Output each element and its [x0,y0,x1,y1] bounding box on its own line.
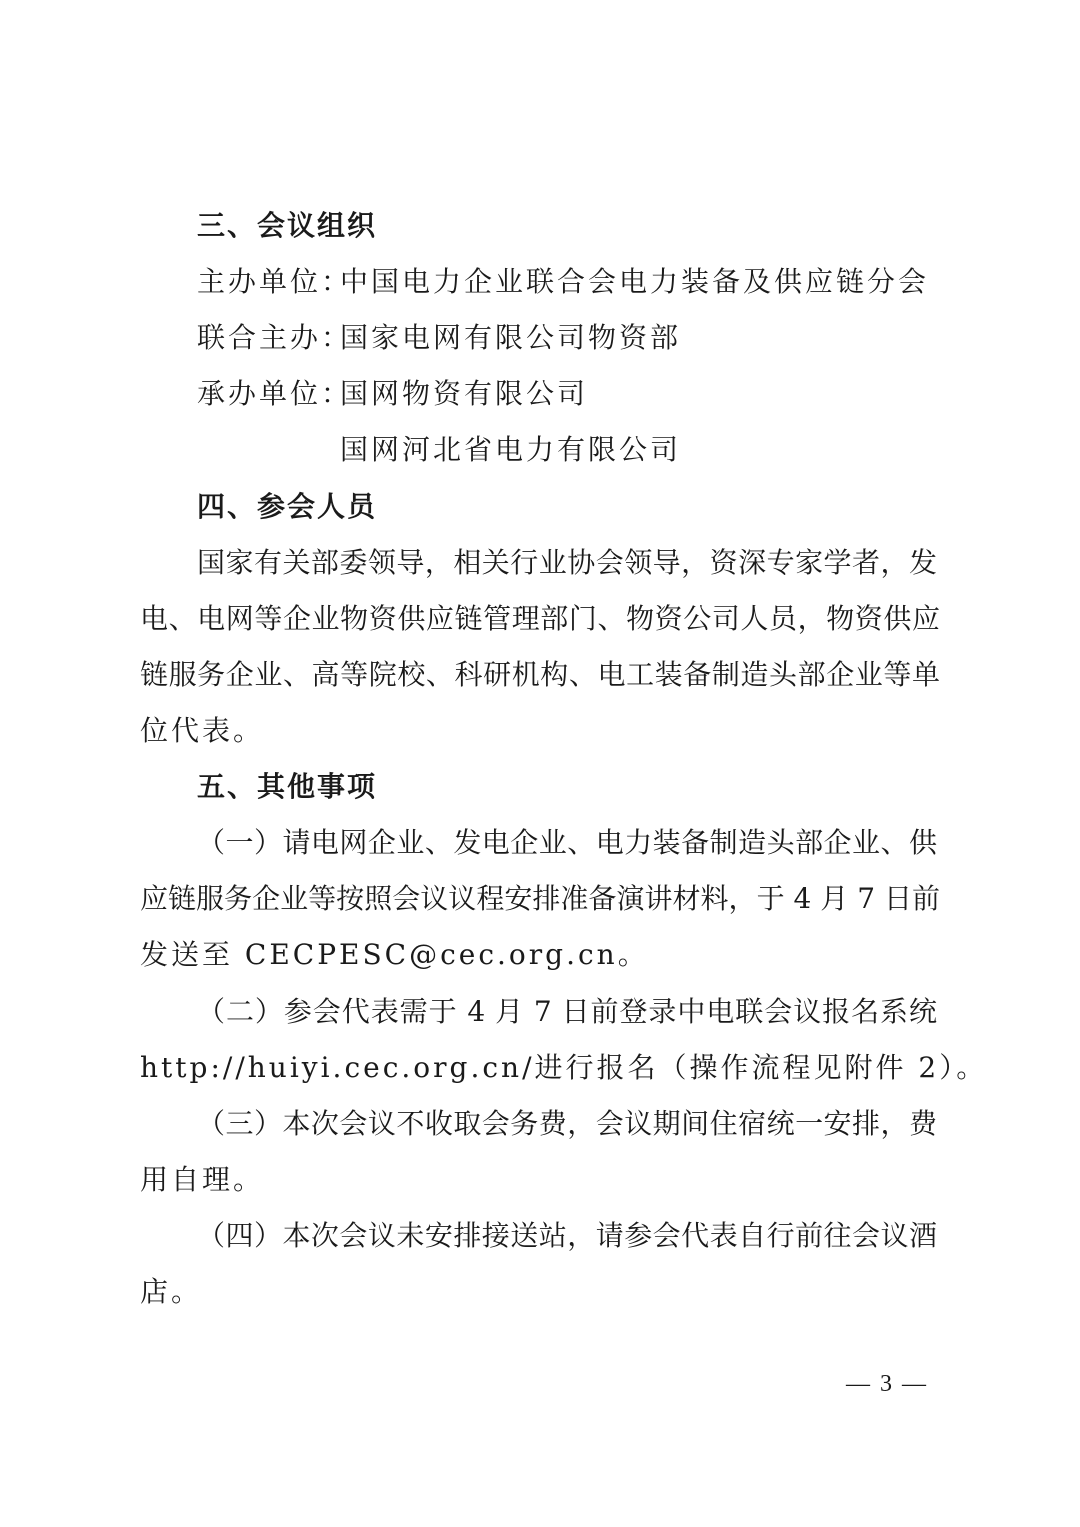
attendees-line: 链服务企业、高等院校、科研机构、电工装备制造头部企业等单 [140,658,940,691]
organizer-label: 主办单位： [197,265,353,298]
organizer-label: 联合主办： [197,321,353,354]
item-2-line: （二）参会代表需于 4 月 7 日前登录中电联会议报名系统 [197,995,937,1028]
attendees-line: 电、电网等企业物资供应链管理部门、物资公司人员，物资供应 [140,602,940,635]
item-1-line: （一）请电网企业、发电企业、电力装备制造头部企业、供 [197,826,937,859]
organizer-row-host [197,262,930,302]
item-1-line: 应链服务企业等按照会议议程安排准备演讲材料，于 4 月 7 日前 [140,882,940,915]
page-number: — 3 — [846,1371,928,1397]
item-3-line: （三）本次会议不收取会务费，会议期间住宿统一安排，费 [197,1107,937,1140]
item-2-line: http://huiyi.cec.org.cn/进行报名（操作流程见附件 2）。 [140,1051,988,1084]
item-4-line: （四）本次会议未安排接送站，请参会代表自行前往会议酒 [197,1219,937,1252]
item-4-line: 店。 [140,1275,203,1308]
organizer-value: 中国电力企业联合会电力装备及供应链分会 [340,265,930,298]
organizer-row-undertaker [197,374,589,414]
section-3-heading: 三、会议组织 [197,209,378,242]
organizer-value: 国家电网有限公司物资部 [340,321,682,354]
item-3-line: 用自理。 [140,1163,265,1196]
attendees-line: 位代表。 [140,714,265,747]
organizer-value: 国网物资有限公司 [340,377,589,410]
attendees-line: 国家有关部委领导，相关行业协会领导，资深专家学者，发 [197,546,937,579]
section-5-heading: 五、其他事项 [197,770,378,803]
organizer-row-cohost [197,318,682,358]
organizer-label: 承办单位： [197,377,353,410]
organizer-extra: 国网河北省电力有限公司 [340,433,682,466]
section-4-heading: 四、参会人员 [197,490,378,523]
item-1-line: 发送至 CECPESC@cec.org.cn。 [140,938,649,971]
